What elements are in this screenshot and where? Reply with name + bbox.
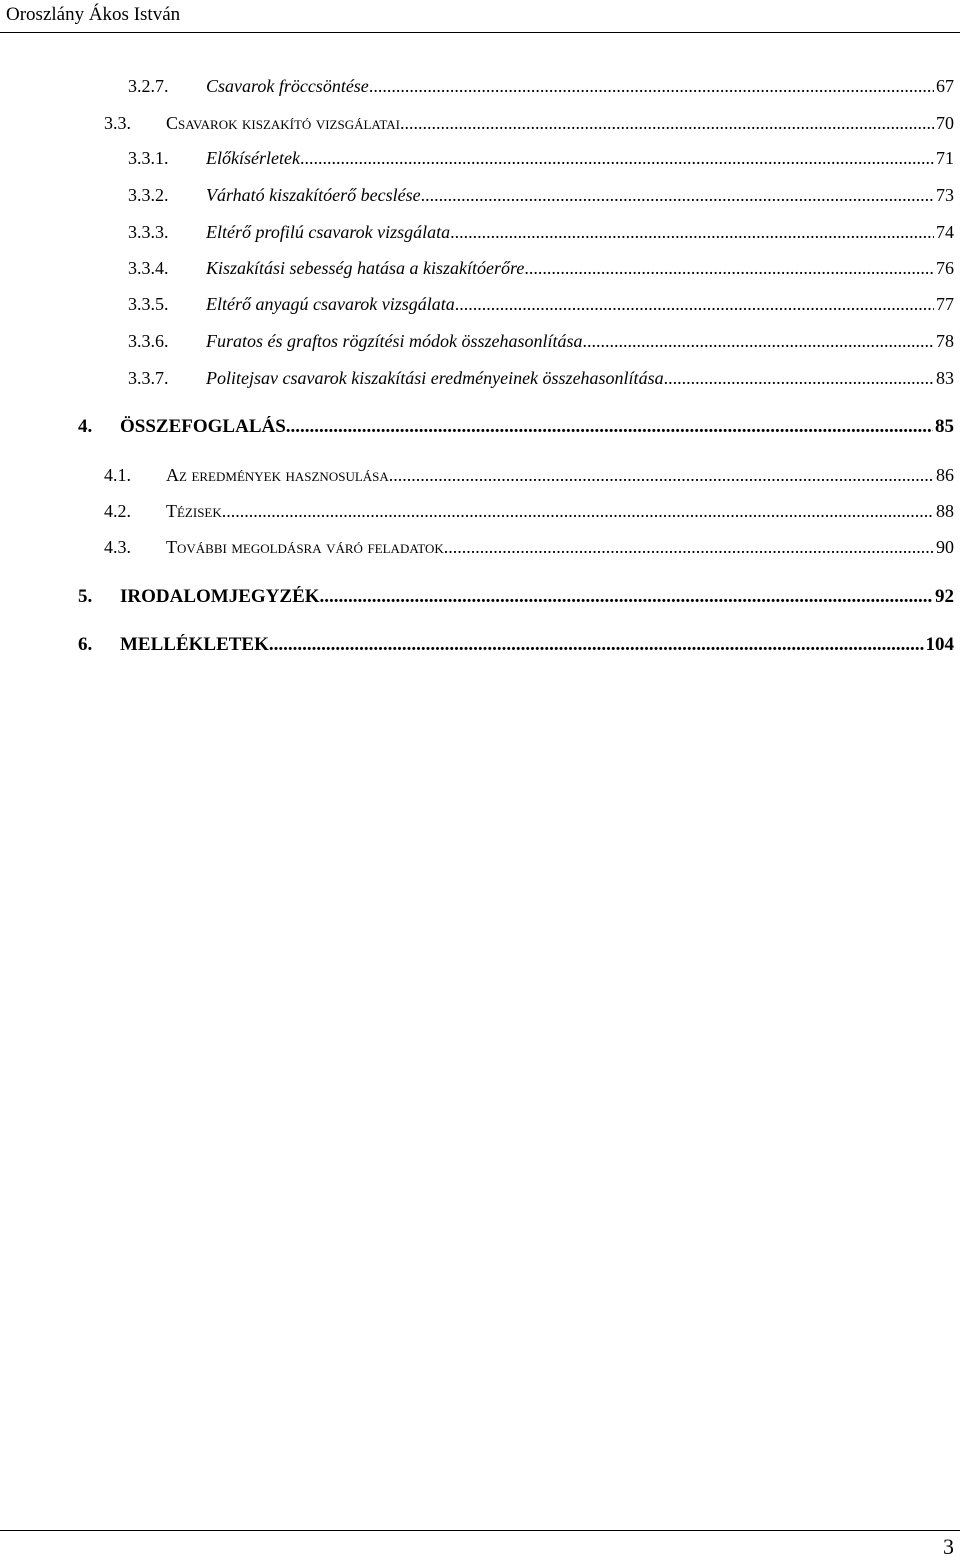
toc-entry-page: 92 bbox=[935, 586, 954, 607]
toc-entry-title: Kiszakítási sebesség hatása a kiszakítóerőre bbox=[206, 258, 525, 278]
dot-leader bbox=[455, 294, 934, 315]
dot-leader bbox=[450, 222, 934, 243]
toc-entry-number: 3.3.5. bbox=[128, 294, 169, 314]
toc-entry[interactable] bbox=[128, 148, 954, 169]
toc-entry[interactable] bbox=[78, 586, 954, 608]
toc-entry-number: 3.3.3. bbox=[128, 222, 169, 242]
footer-rule bbox=[0, 1530, 960, 1531]
toc-entry-number: 3.3. bbox=[104, 113, 131, 133]
toc-entry-number: 3.3.1. bbox=[128, 148, 169, 168]
toc-entry-page: 67 bbox=[936, 76, 954, 96]
toc-entry-title: Az eredmények hasznosulása bbox=[166, 465, 389, 485]
header-rule bbox=[0, 32, 960, 33]
toc-entry-title: Várható kiszakítóerő becslése bbox=[206, 185, 421, 205]
toc-entry-number: 3.3.7. bbox=[128, 368, 169, 388]
running-header: Oroszlány Ákos István bbox=[6, 4, 181, 25]
toc-entry[interactable] bbox=[128, 258, 954, 279]
dot-leader bbox=[222, 501, 934, 522]
toc-entry-title: Politejsav csavarok kiszakítási eredményeinek összehasonlítása bbox=[206, 368, 664, 388]
toc-entry[interactable] bbox=[128, 76, 954, 97]
toc-entry-page: 90 bbox=[936, 537, 954, 557]
toc-entry-page: 77 bbox=[936, 294, 954, 314]
toc-entry[interactable] bbox=[104, 537, 954, 558]
toc-entry-page: 85 bbox=[935, 416, 954, 437]
page-number: 3 bbox=[943, 1534, 954, 1559]
toc-entry-title: További megoldásra váró feladatok bbox=[166, 537, 444, 557]
dot-leader bbox=[524, 258, 934, 279]
toc-entry-page: 74 bbox=[936, 222, 954, 242]
toc-entry-title: Csavarok fröccsöntése bbox=[206, 76, 369, 96]
dot-leader bbox=[300, 148, 934, 169]
toc-entry[interactable] bbox=[128, 331, 954, 352]
toc-entry-number: 3.3.4. bbox=[128, 258, 169, 278]
toc-entry-number: 5. bbox=[78, 586, 93, 607]
dot-leader bbox=[389, 465, 934, 486]
toc-entry[interactable] bbox=[128, 368, 954, 389]
toc-entry-number: 3.3.2. bbox=[128, 185, 169, 205]
dot-leader bbox=[369, 76, 934, 97]
toc-entry-number: 3.3.6. bbox=[128, 331, 169, 351]
toc-entry-page: 76 bbox=[936, 258, 954, 278]
dot-leader bbox=[664, 368, 934, 389]
toc-entry-title: ÖSSZEFOGLALÁS bbox=[120, 416, 286, 437]
toc-entry[interactable] bbox=[128, 222, 954, 243]
toc-entry-page: 71 bbox=[936, 148, 954, 168]
dot-leader bbox=[421, 185, 934, 206]
toc-entry-title: Eltérő anyagú csavarok vizsgálata bbox=[206, 294, 455, 314]
toc-entry[interactable] bbox=[104, 465, 954, 486]
toc-entry-number: 4.2. bbox=[104, 501, 131, 521]
toc-entry-title: Csavarok kiszakító vizsgálatai bbox=[166, 113, 400, 133]
dot-leader bbox=[400, 113, 934, 134]
toc-entry-page: 86 bbox=[936, 465, 954, 485]
toc-entry-number: 4. bbox=[78, 416, 93, 437]
dot-leader bbox=[269, 634, 924, 656]
toc-entry[interactable] bbox=[78, 416, 954, 438]
dot-leader bbox=[583, 331, 934, 352]
dot-leader bbox=[286, 416, 933, 438]
toc-entry-title: Előkísérletek bbox=[206, 148, 300, 168]
toc-entry-title: Tézisek bbox=[166, 501, 222, 521]
toc-entry-number: 6. bbox=[78, 634, 93, 655]
toc-entry-title: Eltérő profilú csavarok vizsgálata bbox=[206, 222, 451, 242]
toc-entry[interactable] bbox=[104, 113, 954, 134]
toc-entry-title: Furatos és graftos rögzítési módok összehasonlítása bbox=[206, 331, 583, 351]
toc-entry[interactable] bbox=[128, 294, 954, 315]
toc-entry-page: 104 bbox=[925, 634, 954, 655]
toc-entry[interactable] bbox=[78, 634, 954, 656]
toc-entry[interactable] bbox=[128, 185, 954, 206]
toc-entry-title: IRODALOMJEGYZÉK bbox=[120, 586, 320, 607]
toc-entry-number: 3.2.7. bbox=[128, 76, 169, 96]
toc-entry-number: 4.1. bbox=[104, 465, 131, 485]
toc-entry-page: 78 bbox=[936, 331, 954, 351]
dot-leader bbox=[444, 537, 934, 558]
dot-leader bbox=[320, 586, 933, 608]
toc-entry-title: MELLÉKLETEK bbox=[120, 634, 269, 655]
toc-entry-page: 70 bbox=[936, 113, 954, 133]
toc-entry-page: 88 bbox=[936, 501, 954, 521]
toc-entry-page: 83 bbox=[936, 368, 954, 388]
toc-entry-number: 4.3. bbox=[104, 537, 131, 557]
toc-entry-page: 73 bbox=[936, 185, 954, 205]
toc-entry[interactable] bbox=[104, 501, 954, 522]
